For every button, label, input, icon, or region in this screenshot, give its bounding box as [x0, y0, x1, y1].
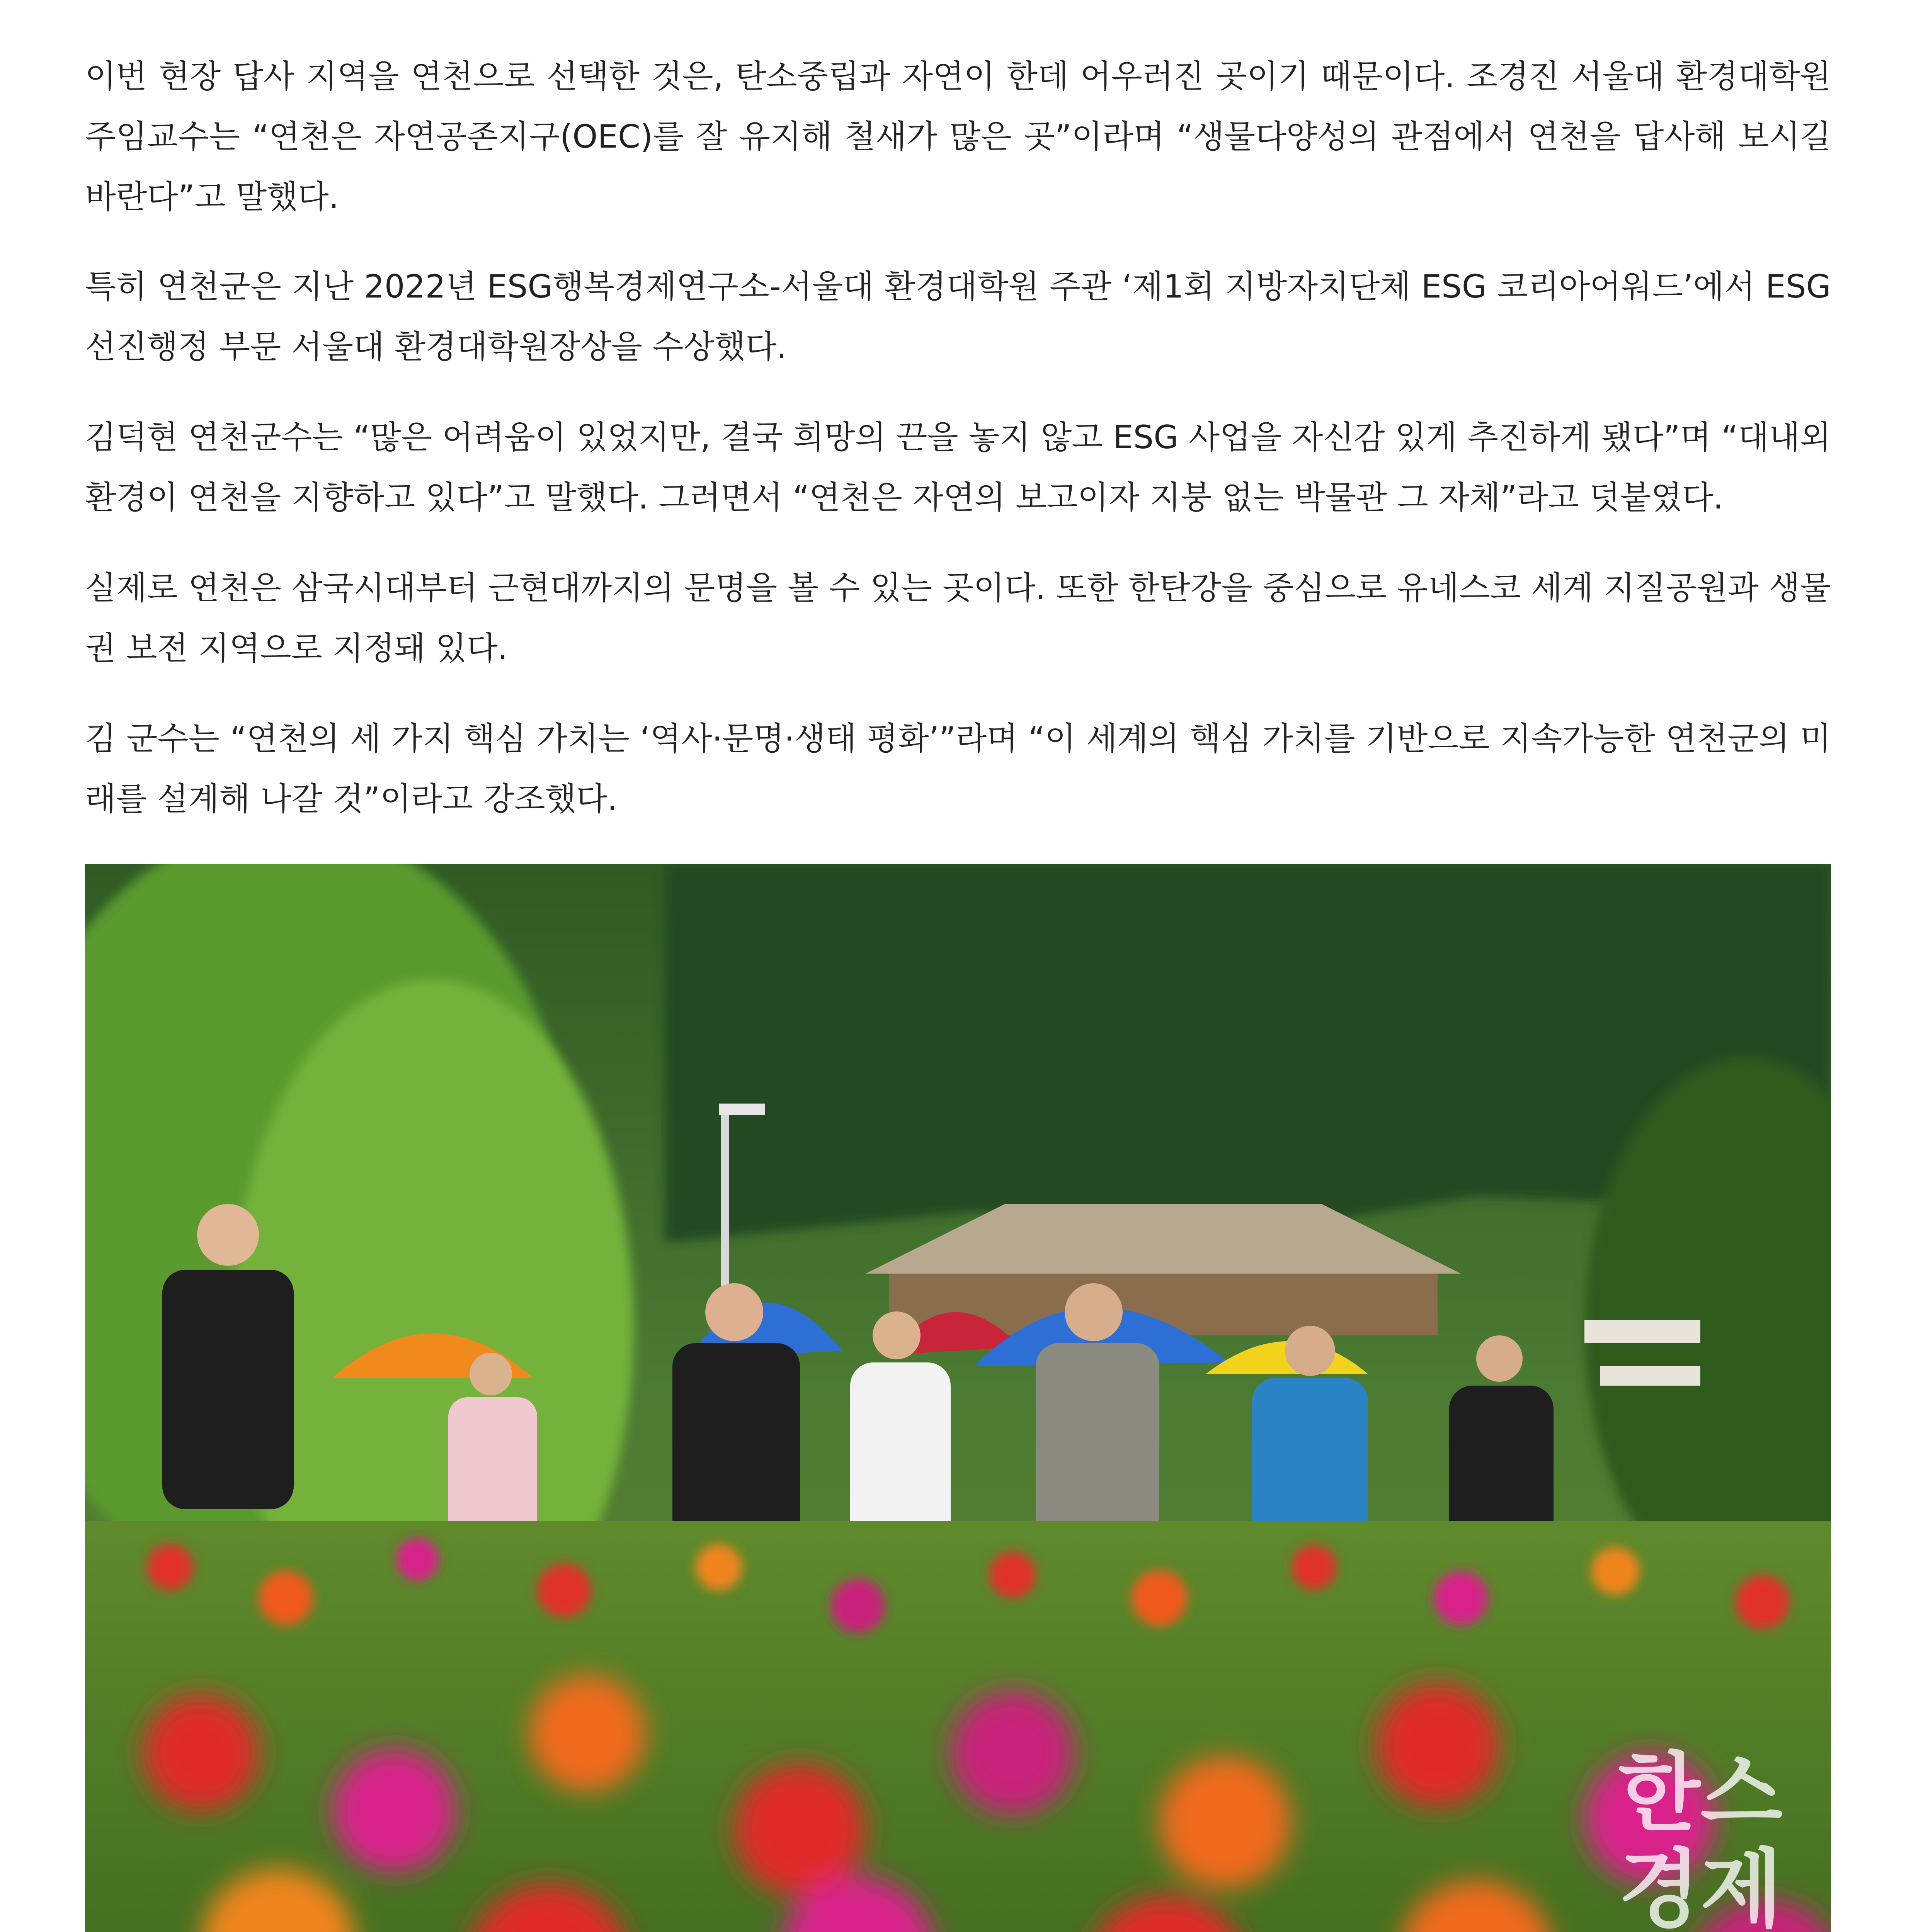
photo-illustration — [85, 864, 1831, 1932]
article-photo — [85, 864, 1831, 1932]
watermark-line1: 한스 — [1618, 1743, 1783, 1842]
photo-watermark — [1618, 1743, 1782, 1932]
watermark-line2: 경제 — [1618, 1840, 1783, 1932]
article-paragraph: 실제로 연천은 삼국시대부터 근현대까지의 문명을 볼 수 있는 곳이다. 또한 한탄강을 중심으로 유네스코 세계 지질공원과 생물권 보전 지역으로 지정돼 있다. — [85, 569, 1831, 667]
article-paragraph: 특히 연천군은 지난 2022년 ESG행복경제연구소-서울대 환경대학원 주관 ‘제1회 지방자치단체 ESG 코리아어워드’에서 ESG 선진행정 부문 서울대 환경대학원장상을 수상했다. — [85, 268, 1831, 366]
article-paragraph: 김 군수는 “연천의 세 가지 핵심 가치는 ‘역사·문명·생태 평화’”라며 “이 세계의 핵심 가치를 기반으로 지속가능한 연천군의 미래를 설계해 나갈 것”이라고 강조했다. — [85, 720, 1831, 818]
article-paragraph: 이번 현장 답사 지역을 연천으로 선택한 것은, 탄소중립과 자연이 한데 어우러진 곳이기 때문이다. 조경진 서울대 환경대학원 주임교수는 “연천은 자연공존지구(OEC)를 잘 유지해 철새가 많은 곳”이라며 “생물다양성의 관점에서 연천을 답사해 보시길 바란다”고 말했다. — [85, 58, 1831, 216]
article-paragraph: 김덕현 연천군수는 “많은 어려움이 있었지만, 결국 희망의 끈을 놓지 않고 ESG 사업을 자신감 있게 추진하게 됐다”며 “대내외 환경이 연천을 지향하고 있다”고 말했다. 그러면서 “연천은 자연의 보고이자 지붕 없는 박물관 그 자체”라고 덧붙였다. — [85, 418, 1831, 516]
